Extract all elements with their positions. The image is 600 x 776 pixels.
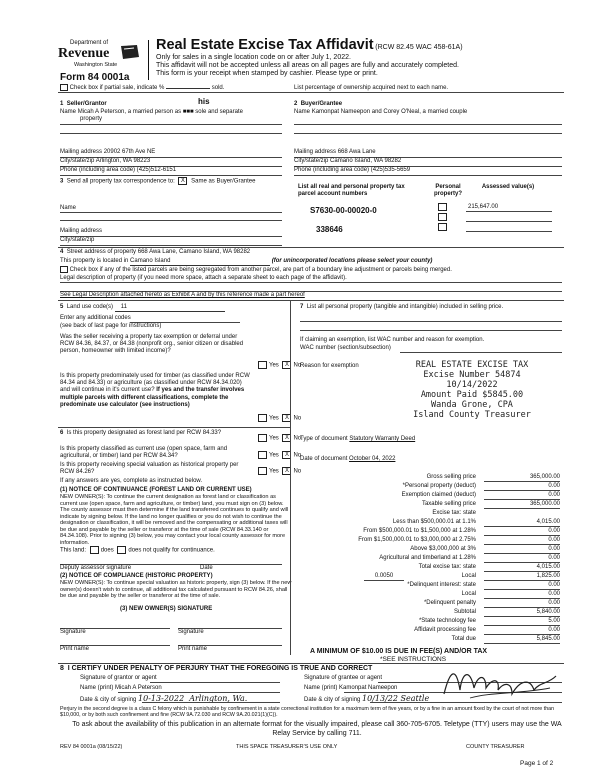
buyer-heading: 2 Buyer/Grantee xyxy=(294,101,343,107)
alternate-format-note: To ask about the availability of this publication in an alternate format for the visually impaired, please call 360-705-6705. Teletype (TTY) users may use the WA Relay Service by calling 711. xyxy=(72,721,562,737)
assessed-value-col: Assessed value(s) xyxy=(481,184,535,190)
wa-state-icon xyxy=(120,44,140,60)
q-historic-no[interactable]: X xyxy=(282,467,291,475)
buyer-mailing: Mailing address 668 Awa Lane xyxy=(294,149,376,155)
personal-property-col: Personal property? xyxy=(433,184,462,198)
owner-print-name-2: Print name xyxy=(178,646,208,652)
q-exemption-no[interactable]: X xyxy=(282,361,291,369)
legal-description-label: Legal description of property (if you need more space, attach a separate sheet to each page of the affidavit). xyxy=(60,275,347,281)
grantee-date-city: Date & city of signing 10/13/22 Seattle xyxy=(304,694,430,703)
parcel-3-personal-checkbox[interactable] xyxy=(438,223,447,231)
form-number: Form 84 0001a xyxy=(60,72,130,83)
deputy-signature-label: Deputy assessor signature xyxy=(60,565,132,571)
tax-row-processing-fee: Affidavit processing fee 0.00 xyxy=(300,627,562,636)
treasurer-stamp: REAL ESTATE EXCISE TAX Excise Number 54874 10/14/2022 Amount Paid $5845.00 Wanda Grone, CPA Island County Treasurer xyxy=(413,360,531,420)
legal-description: See Legal Description attached hereto as Exhibit A and by this reference made a part hereof xyxy=(60,292,305,298)
q-current-use-yes[interactable] xyxy=(258,451,267,459)
section3-mailing-label: Mailing address xyxy=(60,228,103,234)
perjury-notice: Perjury in the second degree is a class C felony which is punishable by confinement in a state correctional institution for a maximum term of five years, or by a fine in an amount fixed by the court of not more than $10,000, or by both such confinement and fine (RCW 9A.72.030 and RCW 9A.20.021(1)(C)). xyxy=(60,706,555,719)
if-yes-note: If any answers are yes, complete as instructed below. xyxy=(60,478,203,484)
q-forest-no[interactable]: X xyxy=(282,434,291,442)
personal-property-list: 7 List all personal property (tangible and intangible) included in selling price. xyxy=(300,304,504,310)
tax-row-total-state: Total excise tax: state 4,015.00 xyxy=(300,564,562,573)
tax-row-tech-fee: *State technology fee 5.00 xyxy=(300,618,562,627)
additional-codes: Enter any additional codes xyxy=(60,315,131,321)
parcel-value-1: 215,647.00 xyxy=(468,204,499,210)
document-date: Date of document October 04, 2022 xyxy=(300,456,396,462)
section3-name-label: Name xyxy=(60,205,77,211)
q-current-use-answers: Yes X No xyxy=(256,451,301,460)
street-address: 4 Street address of property 668 Awa Lane, Camano Island, WA 98282 xyxy=(60,249,251,255)
notice-continuance-title: (1) NOTICE OF CONTINUANCE (FOREST LAND OR CURRENT USE) xyxy=(60,487,252,493)
instruction-line-2: This affidavit will not be accepted unless all areas on all pages are fully and accurately completed. xyxy=(156,62,459,69)
segregated-checkbox[interactable] xyxy=(60,266,68,273)
land-does-not-checkbox[interactable] xyxy=(117,546,126,554)
grantee-handwritten-signature xyxy=(440,660,560,704)
tax-row-total-due: Total due 5,845.00 xyxy=(300,636,562,645)
state-name: Washington State xyxy=(74,62,118,68)
grantor-signature-label: Signature of grantor or agent xyxy=(80,675,157,681)
q-timber-no[interactable]: X xyxy=(282,414,291,422)
located-in: This property is located in Camano Island (for unincorporated locations please select your county) xyxy=(60,258,560,266)
ownership-note: List percentage of ownership acquired next to each name. xyxy=(294,85,449,91)
tax-row-tier1: Less than $500,000.01 at 1.1% 4,015.00 xyxy=(300,519,562,528)
buyer-city: City/state/zip Camano Island, WA 98282 xyxy=(294,158,402,164)
tax-correspondence: 3 Send all property tax correspondence to: X Same as Buyer/Grantee xyxy=(60,178,256,185)
q-exemption: Was the seller receiving a property tax exemption or deferral under RCW 84.36, 84.37, or 84.38 (nonprofit org., senior citizen or disabled person, homeowner with limited income)? xyxy=(60,334,244,355)
q-forest-yes[interactable] xyxy=(258,434,267,442)
tax-row-taxable: Taxable selling price 365,000.00 xyxy=(300,501,562,510)
seller-heading: 1 Seller/Grantor xyxy=(60,101,107,107)
tax-row-interest-local: Local 0.00 xyxy=(300,591,562,600)
grantee-signature-label: Signature of grantee or agent xyxy=(304,675,383,681)
tax-row-personal: *Personal property (deduct) 0.00 xyxy=(300,483,562,492)
tax-row-penalty: *Delinquent penalty 0.00 xyxy=(300,600,562,609)
instruction-line-1: Only for sales in a single location code on or after July 1, 2022. xyxy=(156,54,351,61)
section3-city-label: City/state/zip xyxy=(60,237,95,243)
rev-number: REV 84 0001a (08/15/22) xyxy=(60,744,123,750)
exemption-reason-label: Reason for exemption xyxy=(300,363,359,369)
deputy-date-label: Date xyxy=(200,565,213,571)
this-land: This land: does does not qualify for continuance. xyxy=(60,547,215,554)
q-current-use: Is this property classified as current use (open space, farm and agricultural, or timber) land per RCW 84.34? xyxy=(60,446,228,460)
instruction-line-3: This form is your receipt when stamped by cashier. Please type or print. xyxy=(156,70,378,77)
q-timber: Is this property predominately used for timber (as classified under RCW 84.34 and 84.33) or agriculture (as classified under RCW 84.34.020) and will continue in it's current use? If yes and the transfer involves multiple parcels with different classifications, complete the predominate use calculator (see instructions) xyxy=(60,373,250,408)
notice-compliance-title: (2) NOTICE OF COMPLIANCE (HISTORIC PROPERTY) xyxy=(60,573,213,579)
owner-signature-1: Signature xyxy=(60,629,86,635)
tax-row-subtotal: Subtotal 5,840.00 xyxy=(300,609,562,618)
grantor-date-city: Date & city of signing 10-13-2022 Arlington, Wa. xyxy=(80,694,248,703)
q-timber-yes[interactable] xyxy=(258,414,267,422)
certify-heading: 8 I CERTIFY UNDER PENALTY OF PERJURY THAT THE FOREGOING IS TRUE AND CORRECT xyxy=(60,665,373,672)
same-as-buyer-checkbox[interactable]: X xyxy=(178,177,187,185)
exemption-instruction: If claiming an exemption, list WAC number and reason for exemption. xyxy=(300,337,485,343)
tax-row-agricultural: Agricultural and timberland at 1.28% 0.00 xyxy=(300,555,562,564)
owner-print-name-1: Print name xyxy=(60,646,90,652)
page-title: Real Estate Excise Tax Affidavit xyxy=(156,37,374,53)
parcel-heading: List all real and personal property tax parcel account numbers xyxy=(298,184,405,198)
county-treasurer: COUNTY TREASURER xyxy=(466,744,525,750)
dor-logo xyxy=(52,40,152,74)
buyer-phone: Phone (including area code) (425)535-5659 xyxy=(294,167,411,173)
seller-city: City/state/zip Arlington, WA 98223 xyxy=(60,158,151,164)
seller-phone: Phone (including area code) (425)512-6151 xyxy=(60,167,177,173)
tax-row-tier3: From $1,500,000.01 to $3,000,000 at 2.75% 0.00 xyxy=(300,537,562,546)
parcel-1-personal-checkbox[interactable] xyxy=(438,203,447,211)
q-forest: 6 Is this property designated as forest land per RCW 84.33? xyxy=(60,430,222,436)
tax-row-tier2: From $500,000.01 to $1,500,000 at 1.28% 0.00 xyxy=(300,528,562,537)
minimum-due: A MINIMUM OF $10.00 IS DUE IN FEE(S) AND/OR TAX xyxy=(310,648,488,655)
page-number: Page 1 of 2 xyxy=(520,760,554,767)
q-exemption-yes[interactable] xyxy=(258,361,267,369)
seller-mailing: Mailing address 20902 67th Ave NE xyxy=(60,149,156,155)
dept-name: Revenue xyxy=(58,46,110,61)
q-forest-answers: Yes X No xyxy=(256,434,301,443)
owner-signature-2: Signature xyxy=(178,629,204,635)
handwritten-his: his xyxy=(198,97,210,106)
new-owner-signature-title: (3) NEW OWNER(S) SIGNATURE xyxy=(120,606,213,612)
notice-compliance-text: NEW OWNER(S): To continue special valuation as historic property, sign (3) below. If the new owner(s) doesn't wish to continue, all additional tax calculated pursuant to RCW 84.26, shall be due and payable by the seller or transferor at the time of sale. xyxy=(60,580,292,600)
parcel-2-personal-checkbox[interactable] xyxy=(438,213,447,221)
land-use: 5 Land use code(s) 11 xyxy=(60,304,225,312)
parcel-number-1: S7630-00-00020-0 xyxy=(310,206,377,215)
q-timber-answers: Yes X No xyxy=(256,414,301,423)
q-historic: Is this property receiving special valuation as historical property per RCW 84.26? xyxy=(60,462,239,476)
see-back: (see back of last page for instructions) xyxy=(60,323,162,329)
buyer-name: Name Kamonpat Nameepon and Corey O'Neal, a married couple xyxy=(294,109,468,115)
tax-row-gross: Gross selling price 365,000.00 xyxy=(300,474,562,483)
seller-name: Name Micah A Peterson, a married person as ■■■ sole and separate xyxy=(60,109,243,115)
partial-sale: Check box if partial sale, indicate % sold. xyxy=(60,84,224,92)
rcw-reference: (RCW 82.45 WAC 458-61A) xyxy=(375,44,463,51)
partial-sale-checkbox[interactable] xyxy=(60,84,68,91)
q-current-use-no[interactable]: X xyxy=(282,451,291,459)
notice-continuance-text: NEW OWNER(S): To continue the current designation as forest land or classification as current use (open space, farm and agriculture, or timber) land, you must sign on (3) below. The county assessor must then determine if the land transferred continues to qualify and will indicate by signing below. If the land no longer qualifies or you do not wish to continue the designation or classification, it will be removed and the compensating or additional taxes will be due and payable by the seller or transferor at the time of sale (RCW 84.33.140 or 84.34.108). Prior to signing (3) below, you may contact your local county assessor for more information. xyxy=(60,494,289,546)
wac-number-label: WAC number (section/subsection) xyxy=(300,345,391,351)
dept-line: Department of xyxy=(70,40,109,46)
document-type: Type of document Statutory Warranty Deed xyxy=(300,436,416,442)
grantee-name: Name (print) Kamonpat Nameepon xyxy=(304,685,398,691)
q-historic-answers: Yes X No xyxy=(256,467,301,476)
tax-row-tier4: Above $3,000,000 at 3% 0.00 xyxy=(300,546,562,555)
tax-row-state-label: Excise tax: state xyxy=(432,510,476,516)
parcel-number-2: 338646 xyxy=(316,225,343,234)
see-instructions: *SEE INSTRUCTIONS xyxy=(380,656,447,663)
land-does-checkbox[interactable] xyxy=(90,546,99,554)
q-exemption-answers: Yes X No xyxy=(256,361,301,370)
tax-row-exemption: Exemption claimed (deduct) 0.00 xyxy=(300,492,562,501)
seller-name-cont: property xyxy=(80,116,103,122)
tax-row-local: 0.0050 Local 1,825.00 xyxy=(300,573,562,582)
grantor-name: Name (print) Micah A Peterson xyxy=(80,685,162,691)
segregated-note: Check box if any of the listed parcels are being segregated from another parcel, are part of a boundary line adjustment or parcels being merged. xyxy=(60,266,565,274)
tax-row-interest-state: *Delinquent interest: state 0.00 xyxy=(300,582,562,591)
treasurer-use: THIS SPACE TREASURER'S USE ONLY xyxy=(236,744,338,750)
q-historic-yes[interactable] xyxy=(258,467,267,475)
